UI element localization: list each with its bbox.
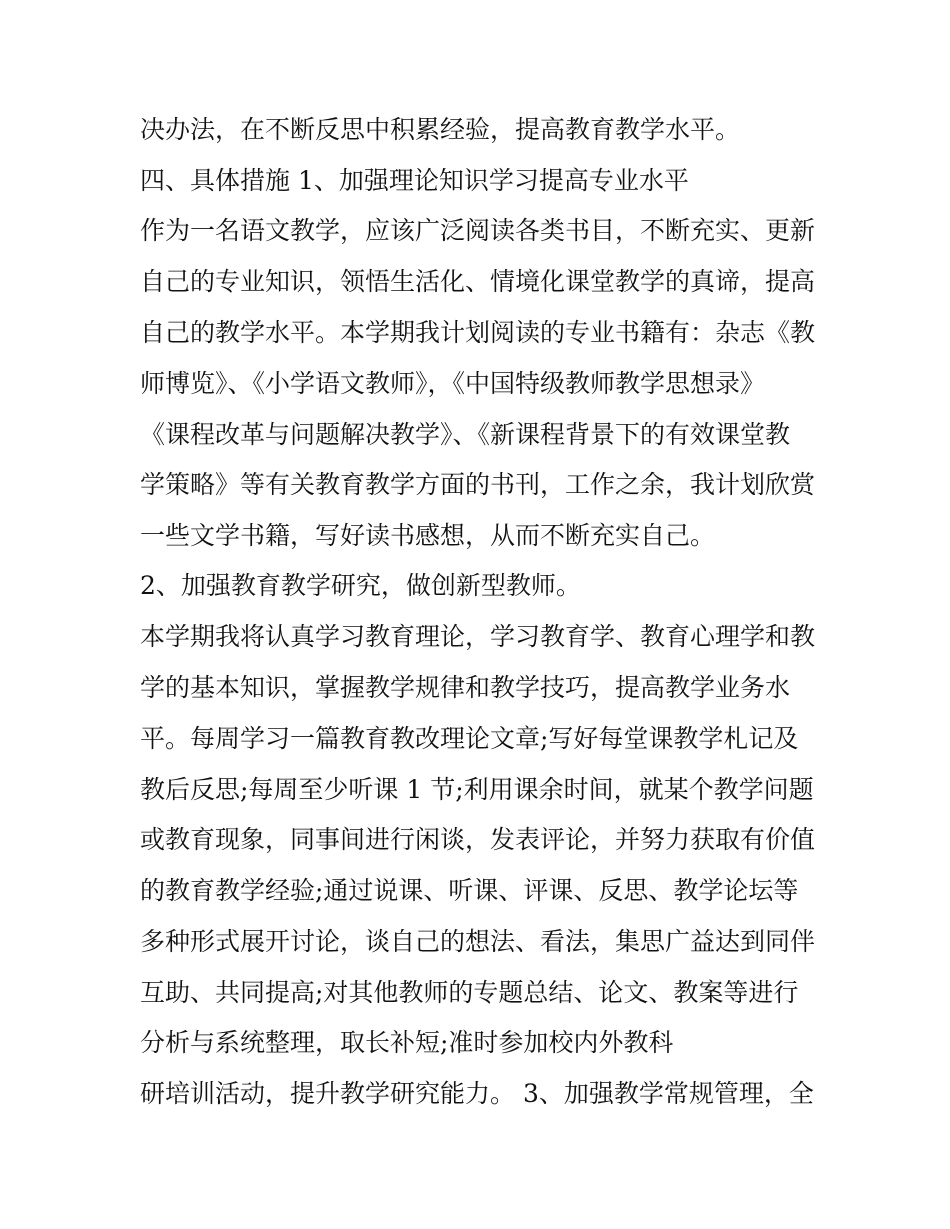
text-line: 研培训活动，提升教学研究能力。 3、加强教学常规管理，全: [140, 1079, 814, 1108]
text-line: 一些文学书籍，写好读书感想，从而不断充实自己。: [140, 521, 716, 550]
text-line: 师博览》、《小学语文教师》，《中国特级教师教学思想录》: [140, 369, 766, 398]
text-line: 自己的教学水平。本学期我计划阅读的专业书籍有：杂志《教: [140, 318, 816, 347]
text-line: 或教育现象，同事间进行闲谈，发表评论，并努力获取有价值: [140, 825, 816, 854]
text-line: 四、具体措施 1、加强理论知识学习提高专业水平: [140, 166, 689, 195]
text-line: 自己的专业知识，领悟生活化、情境化课堂教学的真谛，提高: [140, 267, 816, 296]
text-line: 分析与系统整理，取长补短;准时参加校内外教科: [140, 1028, 674, 1057]
text-line: 教后反思;每周至少听课 1 节;利用课余时间，就某个教学问题: [140, 775, 814, 804]
text-line: 的教育教学经验;通过说课、听课、评课、反思、教学论坛等: [140, 876, 799, 905]
text-line: 学策略》等有关教育教学方面的书刊，工作之余，我计划欣赏: [140, 470, 816, 499]
text-line: 2、加强教育教学研究，做创新型教师。: [140, 571, 581, 600]
text-line: 多种形式展开讨论，谈自己的想法、看法，集思广益达到同伴: [140, 927, 816, 956]
text-line: 学的基本知识，掌握教学规律和教学技巧，提高教学业务水: [140, 673, 791, 702]
text-line: 互助、共同提高;对其他教师的专题总结、论文、教案等进行: [140, 978, 799, 1007]
text-line: 平。每周学习一篇教育教改理论文章;写好每堂课教学札记及: [140, 724, 799, 753]
text-line: 作为一名语文教学，应该广泛阅读各类书目，不断充实、更新: [140, 216, 816, 245]
text-line: 《课程改革与问题解决教学》、《新课程背景下的有效课堂教: [140, 420, 791, 449]
text-line: 本学期我将认真学习教育理论，学习教育学、教育心理学和教: [140, 622, 816, 651]
text-line: 决办法，在不断反思中积累经验，提高教育教学水平。: [140, 115, 741, 144]
